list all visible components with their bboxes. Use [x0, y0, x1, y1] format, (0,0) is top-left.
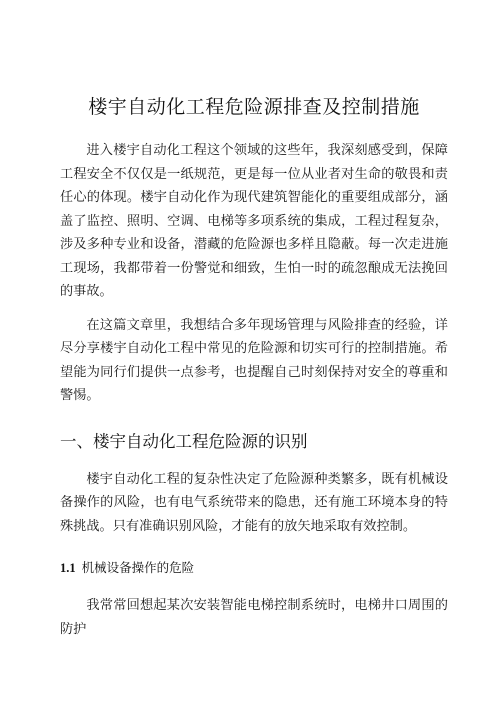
section-1-paragraph: 楼宇自动化工程的复杂性决定了危险源种类繁多，既有机械设备操作的风险，也有电气系统带来的隐患，还有施工环境本身的特殊挑战。只有准确识别风险，才能有的放矢地采取有效控制。	[60, 471, 448, 534]
document-title: 楼宇自动化工程危险源排查及控制措施	[88, 96, 420, 118]
intro-paragraph-2: 在这篇文章里，我想结合多年现场管理与风险排查的经验，详尽分享楼宇自动化工程中常见的危险源和切实可行的控制措施。希望能为同行们提供一点参考，也提醒自己时刻保持对安全的尊重和警惕。	[60, 317, 448, 403]
subsection-1-1-paragraph: 我常常回想起某次安装智能电梯控制系统时，电梯井口周围的防护	[60, 598, 448, 637]
intro-paragraph-1: 进入楼宇自动化工程这个领域的这些年，我深刻感受到，保障工程安全不仅仅是一纸规范，更是每一位从业者对生命的敬畏和责任心的体现。楼宇自动化作为现代建筑智能化的重要组成部分，涵盖了监控、照明、空调、电梯等多项系统的集成，工程过程复杂，涉及多种专业和设备，潜藏的危险源也多样且隐蔽。每一次走进施工现场，我都带着一份警觉和细致，生怕一时的疏忽酿成无法挽回的事故。	[60, 143, 448, 299]
subsection-1-1-title: 机械设备操作的危险	[81, 560, 195, 575]
subsection-1-1-number: 1.1	[60, 561, 76, 575]
subsection-1-1-heading	[60, 558, 448, 578]
section-1-heading: 一、楼宇自动化工程危险源的识别	[60, 431, 308, 451]
